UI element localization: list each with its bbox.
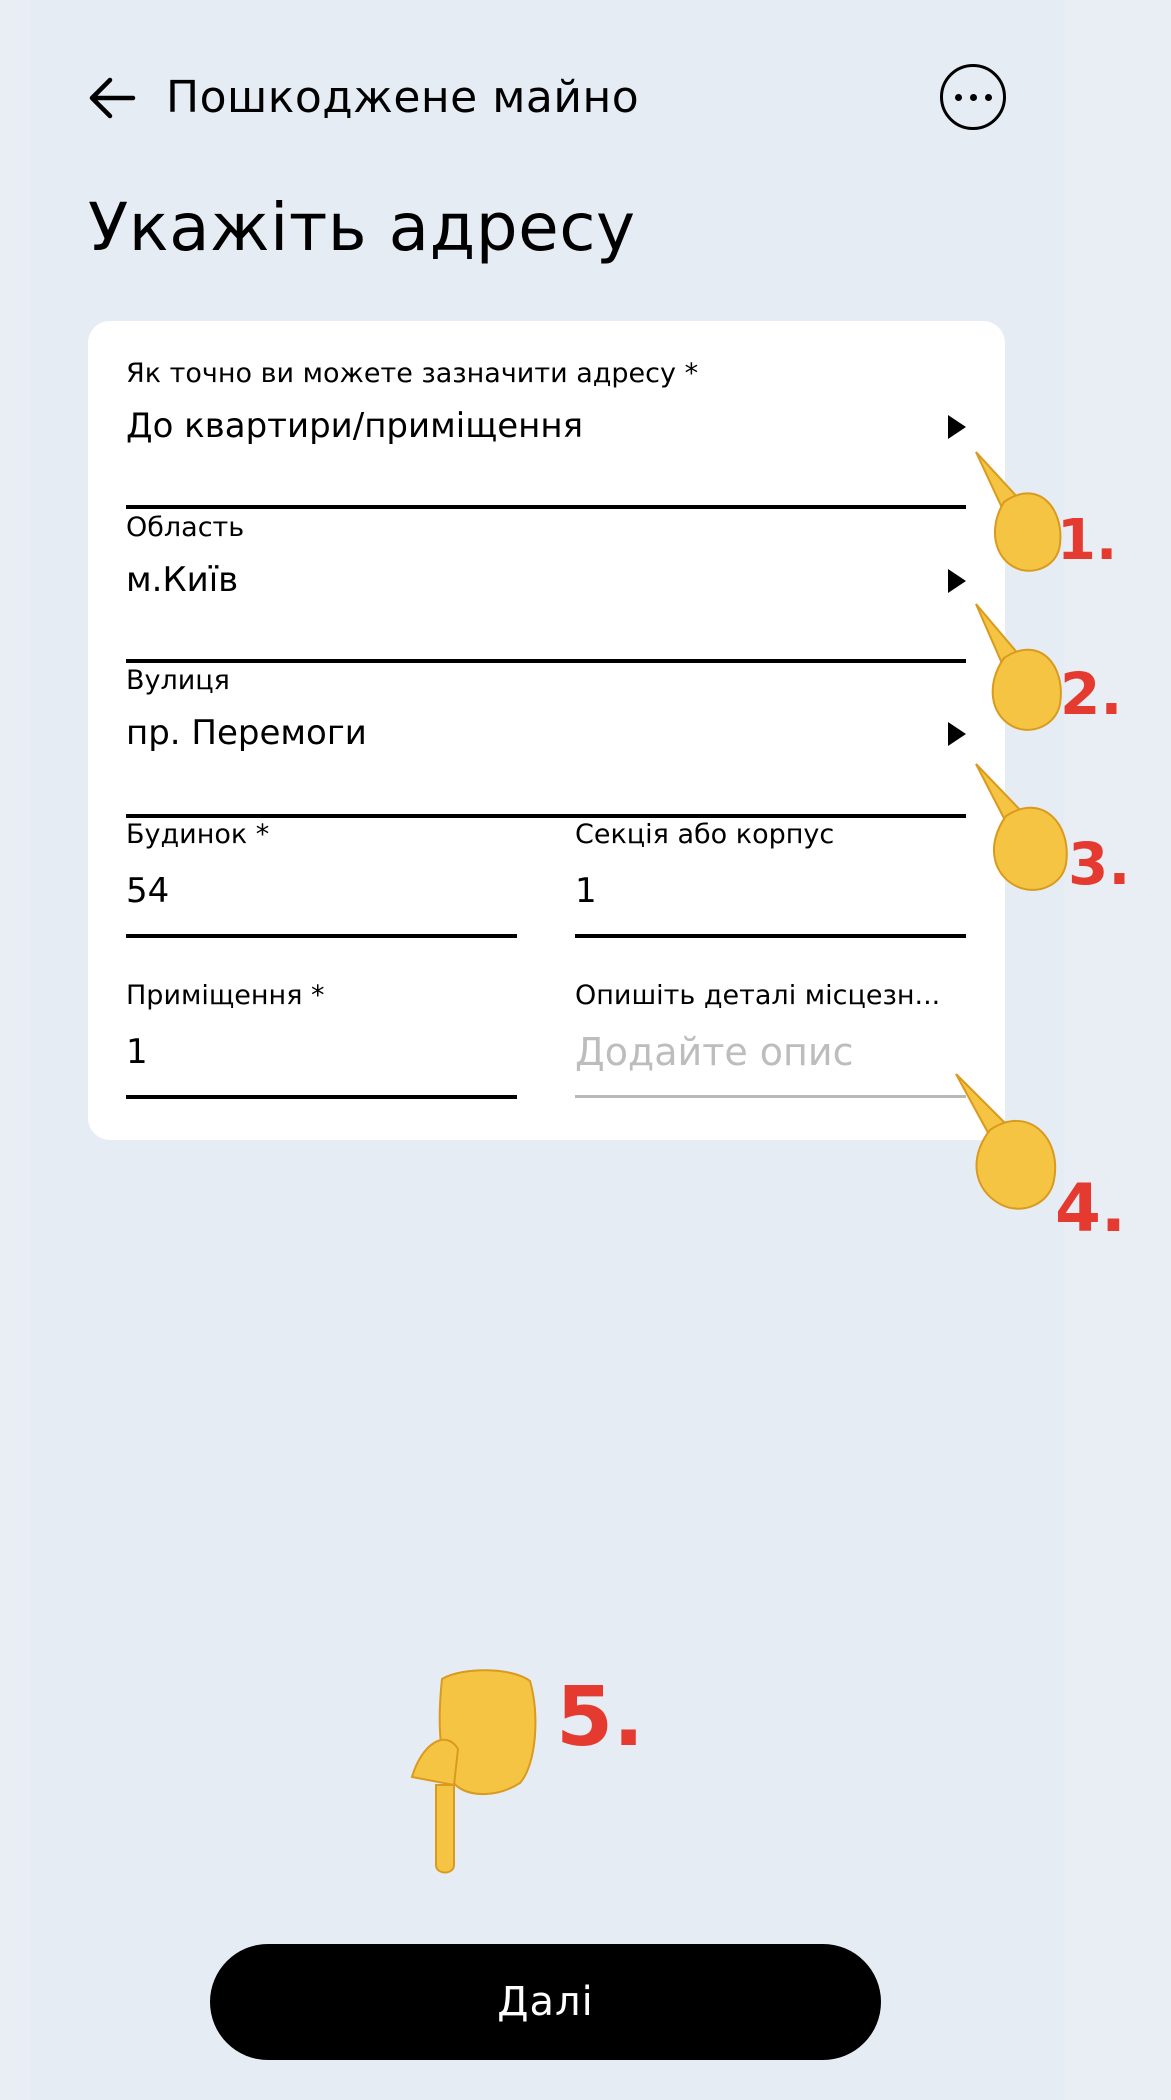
step-number-2: 2. [1060,660,1123,728]
pointing-hand-icon [950,1070,1070,1220]
location-details-label: Опишіть деталі місцезн... [575,980,941,1011]
caret-right-icon [948,415,966,439]
more-dot [970,94,977,101]
side-strip-left [0,0,30,2100]
region-label: Область [126,512,245,543]
building-label: Будинок * [126,819,270,850]
region-value: м.Київ [126,560,239,600]
header [86,64,1006,132]
divider [126,659,966,663]
more-dot [985,94,992,101]
region-select[interactable] [126,511,966,631]
step-number-5: 5. [556,1670,645,1765]
address-precision-select[interactable] [126,357,966,477]
pointing-hand-icon [968,448,1068,578]
section-input[interactable] [575,818,966,938]
step-number-4: 4. [1055,1170,1126,1247]
more-dot [955,94,962,101]
more-options-button[interactable] [940,64,1006,130]
location-details-placeholder: Додайте опис [575,1030,854,1074]
step-number-1: 1. [1057,508,1118,573]
premises-value: 1 [126,1032,148,1072]
address-precision-value: До квартири/приміщення [126,406,584,446]
next-button[interactable]: Далі [210,1944,881,2060]
step-number-3: 3. [1068,830,1131,898]
section-label: Секція або корпус [575,819,835,850]
header-title: Пошкоджене майно [166,72,640,123]
divider [575,934,966,938]
pointing-hand-icon [968,600,1068,740]
pointing-hand-icon [402,1665,542,1875]
arrow-left-icon [86,72,138,124]
street-value: пр. Перемоги [126,713,367,753]
building-value: 54 [126,871,170,911]
address-form-card [88,321,1005,1140]
address-precision-label: Як точно ви можете зазначити адресу * [126,358,699,389]
divider [126,1095,517,1099]
caret-right-icon [948,569,966,593]
pointing-hand-icon [968,760,1078,900]
side-strip-right [1064,0,1171,2100]
street-select[interactable] [126,664,966,784]
divider [575,1095,966,1098]
premises-input[interactable] [126,979,517,1099]
page-title: Укажіть адресу [88,189,636,266]
section-value: 1 [575,871,597,911]
street-label: Вулиця [126,665,230,696]
location-details-input[interactable] [575,979,966,1099]
divider [126,934,517,938]
premises-label: Приміщення * [126,980,325,1011]
back-button[interactable] [86,72,138,124]
divider [126,505,966,509]
building-input[interactable] [126,818,517,938]
caret-right-icon [948,722,966,746]
